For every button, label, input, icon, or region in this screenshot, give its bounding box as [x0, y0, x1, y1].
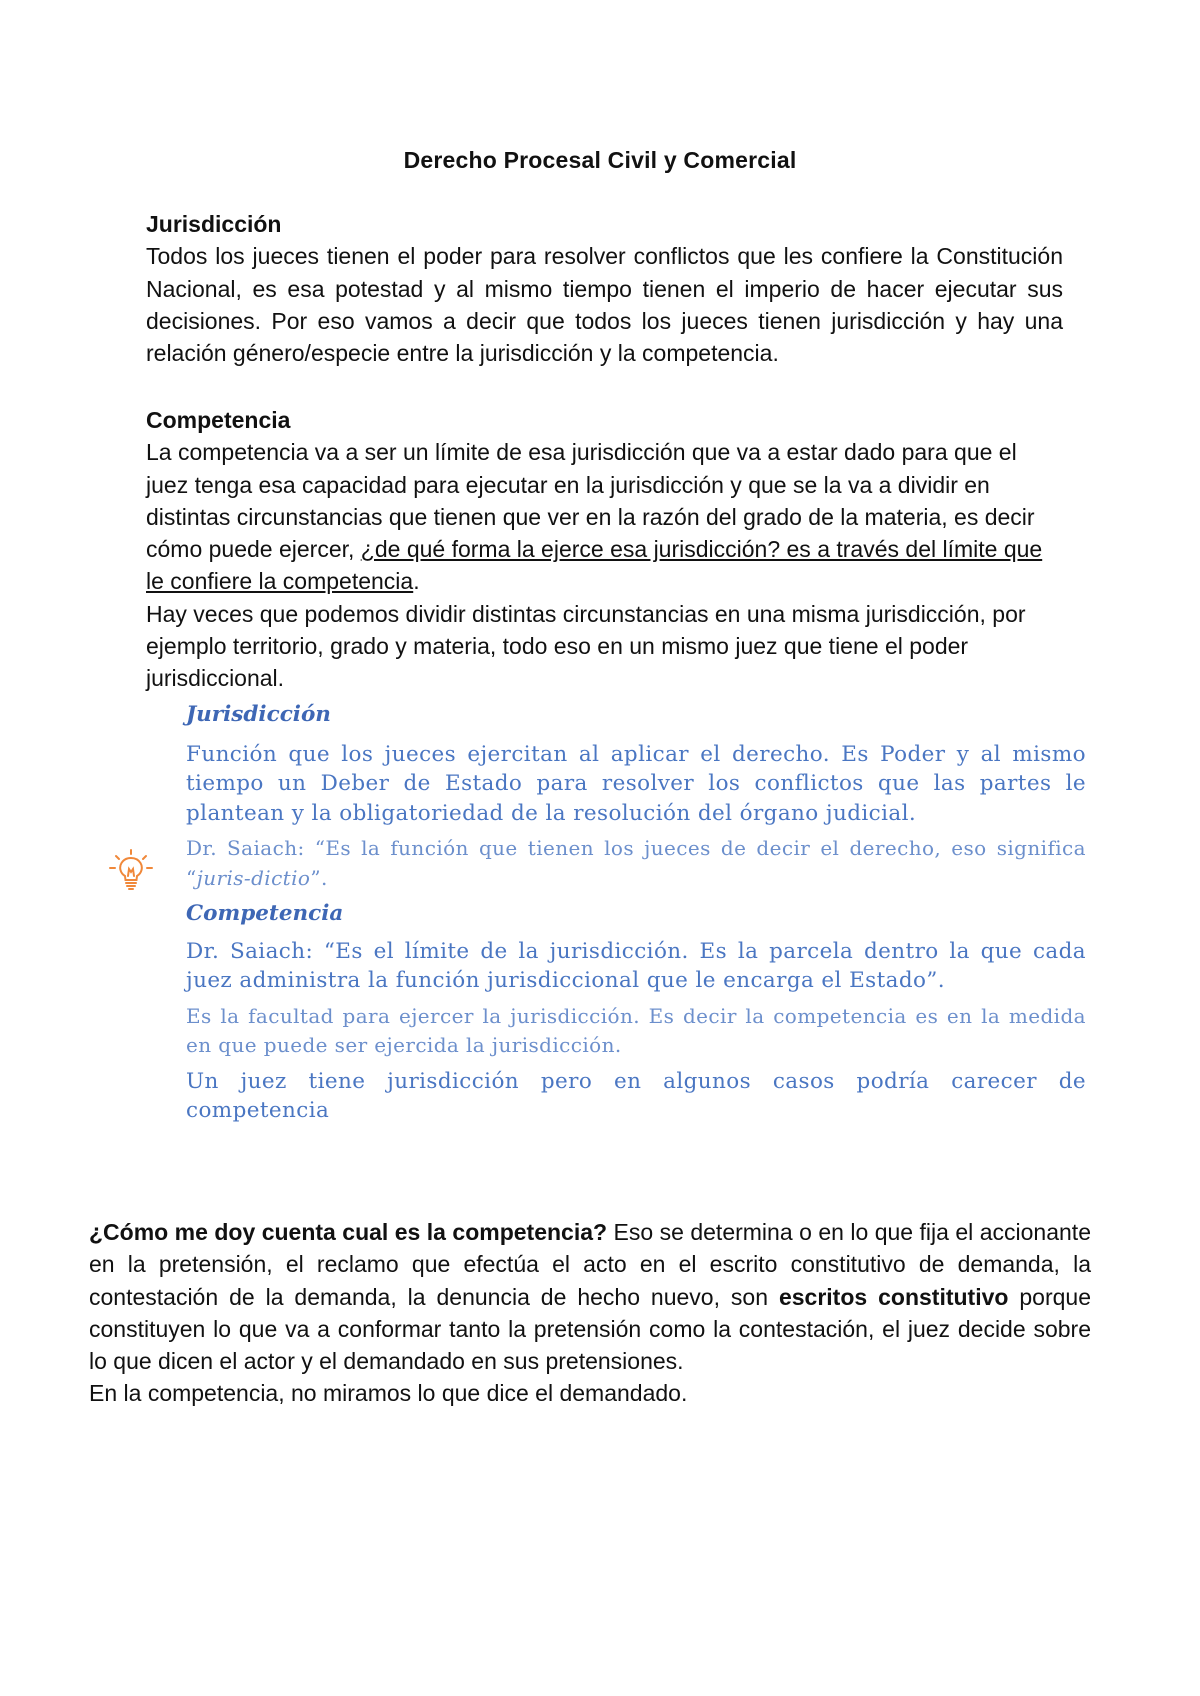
- document-title: Derecho Procesal Civil y Comercial: [403, 147, 797, 173]
- final-bold-term: escritos constitutivo: [778, 1283, 1009, 1310]
- lightbulb-icon: [108, 848, 154, 894]
- final-text-2: porque constituyen lo que va a conformar tanto la pretensión como la contestación, el juez decide sobre lo que dicen el actor y el demandado en sus pretensiones.: [89, 1283, 1091, 1375]
- competencia-p1-end: .: [413, 568, 420, 595]
- note-jurisdiccion-heading: Jurisdicción: [186, 702, 331, 727]
- note-quote-1-start: Dr. Saiach: “Es la función que tienen los jueces de decir el derecho, eso significa “: [186, 836, 1086, 890]
- competencia-paragraph-1: [146, 436, 1063, 597]
- jurisdiccion-body: [146, 240, 1063, 369]
- jurisdiccion-heading: Jurisdicción: [146, 211, 282, 237]
- note-quote-1-end: ”.: [310, 865, 328, 890]
- jurisdiccion-section: [146, 208, 1063, 369]
- definitions-note: [186, 700, 1086, 1132]
- final-question: ¿Cómo me doy cuenta cual es la competencia?: [89, 1219, 608, 1245]
- final-text-1: Eso se determina o en lo que fija el accionante en la pretensión, el reclamo que efectúa el acto en el escrito constitutivo de demanda, la contestación de la demanda, la denuncia de hecho nuevo, son: [89, 1219, 1091, 1310]
- competencia-heading: Competencia: [146, 407, 291, 433]
- note-competencia-heading: Competencia: [186, 901, 344, 926]
- jurisdiccion-body-last: jurisdicción y hay una relación género/especie entre la jurisdicción y la competencia.: [146, 307, 1064, 367]
- competencia-p1-underlined: ¿de qué forma la ejerce esa jurisdicción? es a través del límite que le confiere la competencia: [146, 536, 1043, 595]
- note-quote-1-italic: juris-dictio: [196, 865, 311, 890]
- note-competencia-juez: Un juez tiene jurisdicción pero en algunos casos podría carecer de competencia: [186, 1068, 1086, 1123]
- note-saiach-quote-1: [186, 834, 1086, 893]
- note-saiach-quote-2: Dr. Saiach: “Es el límite de la jurisdicción. Es la parcela dentro la que cada juez administra la función jurisdiccional que le encarga el Estado”.: [186, 938, 1086, 993]
- jurisdiccion-body-text: Todos los jueces tienen el poder para resolver conflictos que les confiere la Constitución Nacional, es esa potestad y al mismo tiempo tienen el imperio de hacer ejecutar sus decisiones. Por eso vamos a decir que todos los jueces tienen: [146, 243, 1063, 334]
- final-paragraph: [89, 1216, 1091, 1410]
- note-jurisdiccion-definition: Función que los jueces ejercitan al aplicar el derecho. Es Poder y al mismo tiempo un Deber de Estado para resolver los conflictos que las partes le plantean y la obligatoriedad de la resolución del órgano judicial.: [186, 741, 1086, 826]
- competencia-section: [146, 404, 1063, 695]
- note-competencia-facultad: Es la facultad para ejercer la jurisdicción. Es decir la competencia es en la medida en que puede ser ejercida la jurisdicción.: [186, 1003, 1086, 1057]
- competencia-p1-start: La competencia va a ser un límite de esa jurisdicción que va a estar dado para que el juez tenga esa capacidad para ejecutar en la jurisdicción y que se la va a dividir en distintas circunstancias que tienen que ver en la razón del grado de la materia, es decir cómo puede ejercer,: [146, 439, 1035, 563]
- final-last-line: En la competencia, no miramos lo que dice el demandado.: [89, 1380, 688, 1407]
- competencia-paragraph-2: Hay veces que podemos dividir distintas circunstancias en una misma jurisdicción, por ejemplo territorio, grado y materia, todo eso en un mismo juez que tiene el poder jurisdiccional.: [146, 600, 1026, 692]
